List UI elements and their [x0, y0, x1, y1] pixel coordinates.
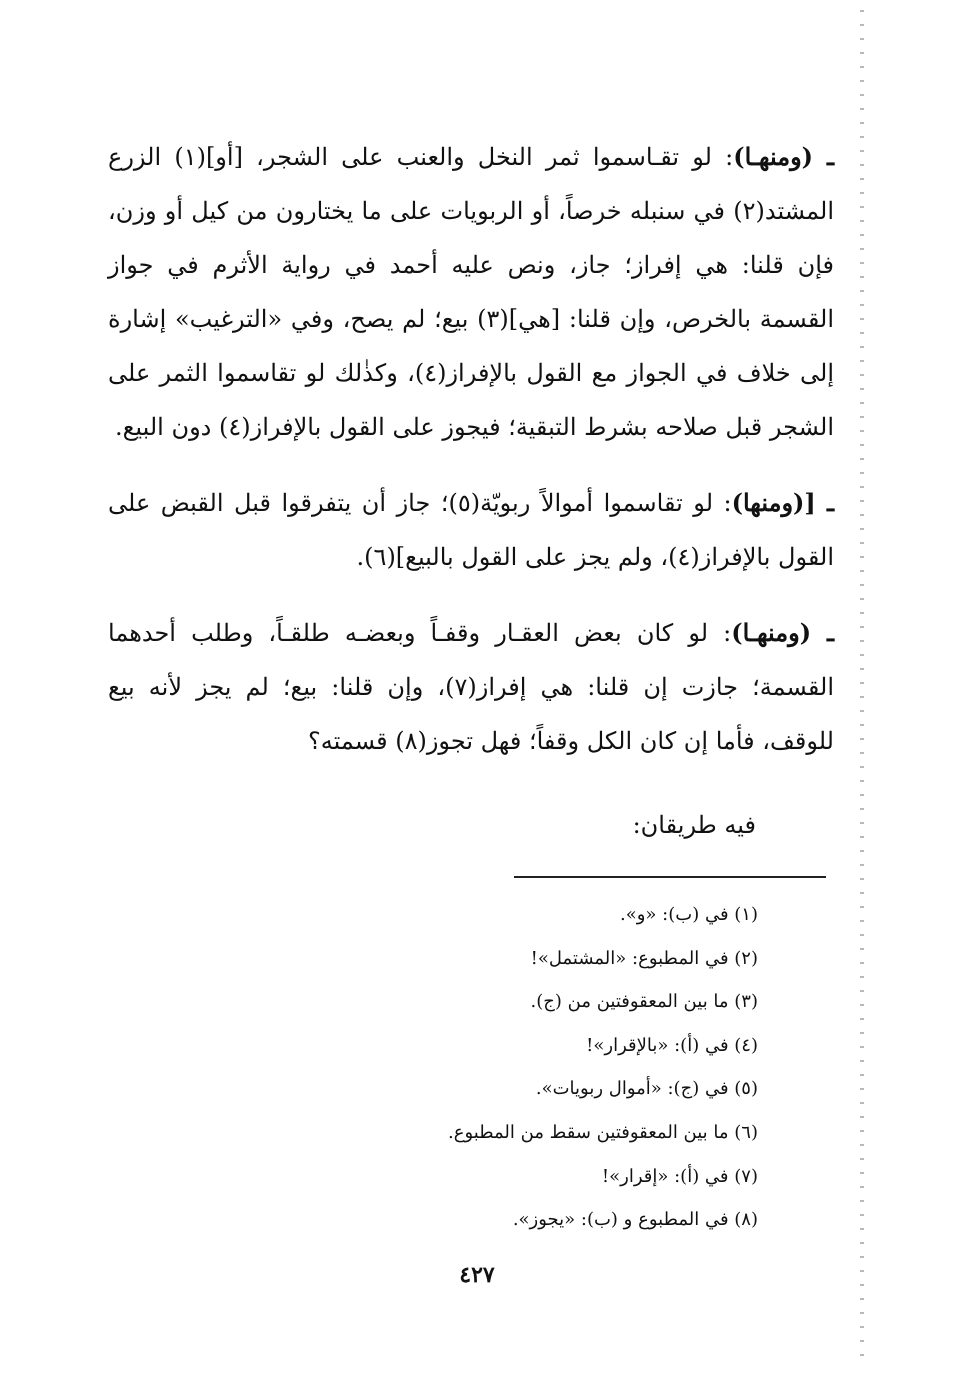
page-number: ٤٢٧ [459, 1262, 495, 1288]
paragraph-lead: ـ (ومنهـا) [731, 618, 834, 647]
footnote-separator [514, 876, 826, 878]
paragraph-2 [108, 476, 834, 584]
footnote-4: (٤) في (أ): «بالإقرار»! [586, 1034, 758, 1056]
footnotes-list [158, 893, 758, 1242]
paragraph-1 [108, 130, 834, 454]
paragraph-body: : لو تقـاسموا ثمر النخل والعنب على الشجر، [أو](١) الزرع المشتد(٢) في سنبله خرصاً، أو الربويات على ما يختارون من كيل أو وزن، فإن قلنا: هي إفراز؛ جاز، ونص عليه أحمد في رواية الأثرم في جواز القسمة بالخرص، وإن قلنا: [هي](٣) بيع؛ لم يصح، وفي «الترغيب» إشارة إلى خلاف في الجواز مع القول بالإفراز(٤)، وكذٰلك لو تقاسموا الثمر على الشجر قبل صلاحه بشرط التبقية؛ فيجوز على القول بالإفراز(٤) دون البيع. [108, 143, 835, 441]
footnote-8: (٨) في المطبوع و (ب): «يجوز». [512, 1209, 758, 1231]
paragraph-lead: ـ (ومنهـا) [733, 142, 834, 171]
paragraph-3 [108, 606, 834, 768]
binding-edge-dots [860, 10, 864, 1360]
paragraph-body: : لو كان بعض العقـار وقفـاً وبعضـه طلقـاً، وطلب أحدهما القسمة؛ جازت إن قلنا: هي إفراز(٧)، وإن قلنا: بيع؛ لم يجز لأنه بيع للوقف، فأما إن كان الكل وقفاً؛ فهل تجوز(٨) قسمته؟ [108, 619, 834, 755]
footnote-2: (٢) في المطبوع: «المشتمل»! [530, 947, 758, 969]
footnote-5: (٥) في (ج): «أموال ربويات». [535, 1078, 758, 1100]
main-text [108, 130, 834, 790]
closing-line: فيه طريقان: [632, 811, 756, 839]
footnote-3: (٣) ما بين المعقوفتين من (ج). [530, 991, 758, 1013]
footnote-7: (٧) في (أ): «إقرار»! [601, 1165, 758, 1187]
paragraph-lead: ـ [(ومنها) [731, 488, 835, 517]
footnote-1: (١) في (ب): «و». [620, 904, 758, 925]
paragraph-body: : لو تقاسموا أموالاً ربويّة(٥)؛ جاز أن يتفرقوا قبل القبض على القول بالإفراز(٤)، ولم يجز على القول بالبيع](٦). [108, 489, 834, 571]
footnote-6: (٦) ما بين المعقوفتين سقط من المطبوع. [448, 1121, 758, 1143]
